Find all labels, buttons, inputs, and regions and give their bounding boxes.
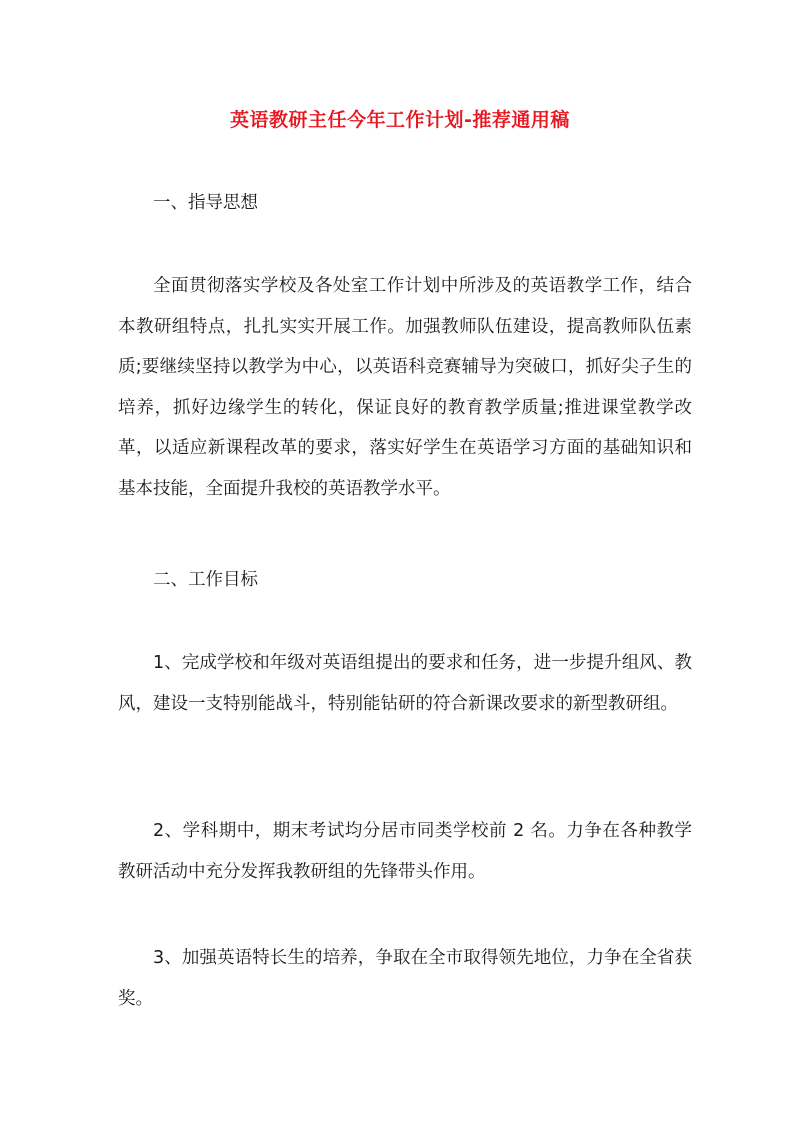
work-goal-item-1: 1、完成学校和年级对英语组提出的要求和任务，进一步提升组风、教风，建设一支特别能战斗，特别能钻研的符合新课改要求的新型教研组。 [118, 653, 692, 714]
guiding-thought-paragraph: 全面贯彻落实学校及各处室工作计划中所涉及的英语教学工作，结合本教研组特点，扎扎实实开展工作。加强教师队伍建设，提高教师队伍素质;要继续坚持以教学为中心，以英语科竞赛辅导为突破口，抓好尖子生的培养，抓好边缘学生的转化，保证良好的教育教学质量;推进课堂教学改革，以适应新课程改革的要求，落实好学生在英语学习方面的基础知识和基本技能，全面提升我校的英语教学水平。 [118, 276, 692, 499]
work-goal-item-2: 2、学科期中，期末考试均分居市同类学校前 2 名。力争在各种教学教研活动中充分发挥我教研组的先锋带头作用。 [118, 821, 692, 882]
section-heading-work-goals: 二、工作目标 [153, 570, 258, 590]
section-heading-guiding-thought: 一、指导思想 [153, 193, 258, 213]
document-title: 英语教研主任今年工作计划-推荐通用稿 [230, 109, 570, 131]
work-goal-item-3: 3、加强英语特长生的培养，争取在全市取得领先地位，力争在全省获奖。 [118, 948, 692, 1009]
